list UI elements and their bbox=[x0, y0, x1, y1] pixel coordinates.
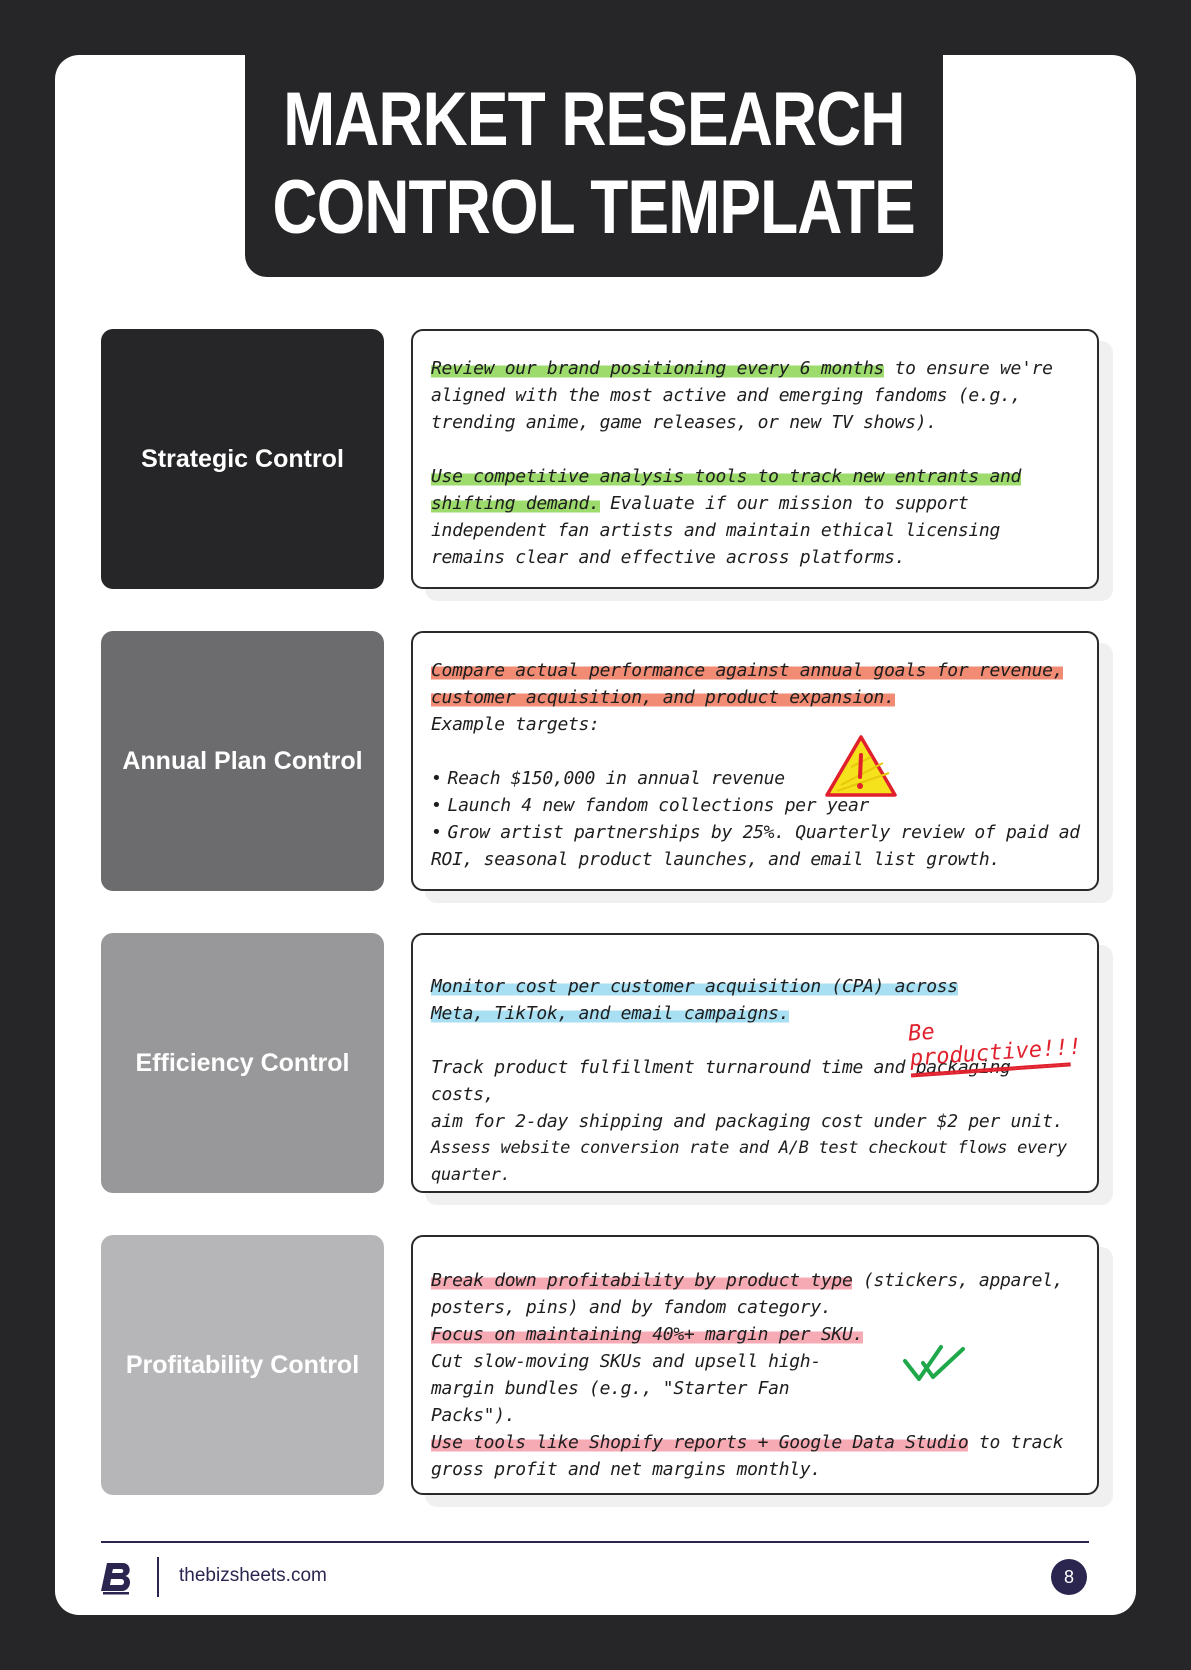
annual-plan-control-row bbox=[101, 631, 1101, 893]
annual-intro: Example targets: bbox=[431, 714, 600, 735]
annual-plan-control-card bbox=[411, 631, 1099, 891]
annual-plan-control-label: Annual Plan Control bbox=[101, 631, 384, 891]
profitability-line-3: Cut slow-moving SKUs and upsell high-margin bundles (e.g., "Starter Fan Packs"). bbox=[431, 1351, 821, 1426]
footer-url: thebizsheets.com bbox=[179, 1565, 327, 1586]
profitability-control-label: Profitability Control bbox=[101, 1235, 384, 1495]
profitability-text-4: to track gross profit and net margins monthly. bbox=[431, 1432, 1064, 1480]
annual-highlight: Compare actual performance against annual goals for revenue, customer acquisition, and product expansion. bbox=[431, 660, 1064, 708]
profitability-line-4 bbox=[431, 1429, 1081, 1483]
strategic-control-card bbox=[411, 329, 1099, 589]
profitability-highlight-3: Use tools like Shopify reports + Google Data Studio bbox=[431, 1432, 969, 1453]
strategic-paragraph-1 bbox=[431, 355, 1081, 436]
title-line-1: MARKET RESEARCH bbox=[283, 77, 905, 162]
strategic-highlight-1: Review our brand positioning every 6 months bbox=[431, 358, 885, 379]
profitability-text-1: (stickers, apparel, posters, pins) and by fandom category. bbox=[431, 1270, 1064, 1318]
profitability-highlight-1: Break down profitability by product type bbox=[431, 1270, 853, 1291]
be-productive-text: Be productive!!! bbox=[907, 1019, 1083, 1072]
annual-target-list bbox=[431, 765, 1081, 873]
efficiency-highlight: Monitor cost per customer acquisition (CPA) across Meta, TikTok, and email campaigns. bbox=[431, 976, 958, 1024]
list-item: • Grow artist partnerships by 25%. Quarterly review of paid ad ROI, seasonal product launches, and email list growth. bbox=[431, 819, 1081, 873]
warning-icon bbox=[823, 733, 899, 801]
profitability-line-2 bbox=[431, 1321, 1081, 1348]
profitability-control-card bbox=[411, 1235, 1099, 1495]
title-banner bbox=[245, 51, 943, 277]
page-number: 8 bbox=[1051, 1559, 1087, 1595]
strategic-control-label: Strategic Control bbox=[101, 329, 384, 589]
profitability-control-row bbox=[101, 1235, 1101, 1497]
efficiency-control-row bbox=[101, 933, 1101, 1195]
efficiency-line-3: Assess website conversion rate and A/B test checkout flows every quarter. bbox=[431, 1138, 1067, 1185]
strategic-text-1: to ensure we're aligned with the most active and emerging fandoms (e.g., trending anime, game releases, or new TV shows). bbox=[431, 358, 1053, 433]
profitability-line-1 bbox=[431, 1267, 1081, 1321]
strategic-paragraph-2 bbox=[431, 463, 1081, 571]
title-line-2: CONTROL TEMPLATE bbox=[272, 165, 916, 250]
efficiency-line-1: Track product fulfillment turnaround time and packaging costs, bbox=[431, 1057, 1011, 1105]
strategic-control-row bbox=[101, 329, 1101, 591]
strategic-highlight-2: Use competitive analysis tools to track new entrants and shifting demand. bbox=[431, 466, 1022, 514]
check-icon bbox=[901, 1341, 967, 1385]
strategic-text-2: Evaluate if our mission to support independent fan artists and maintain ethical licensing remains clear and effective across platforms. bbox=[431, 493, 1000, 568]
list-item: • Reach $150,000 in annual revenue bbox=[431, 765, 1081, 792]
footer-separator bbox=[157, 1557, 159, 1597]
efficiency-control-card bbox=[411, 933, 1099, 1193]
efficiency-line-2: aim for 2-day shipping and packaging cost under $2 per unit. bbox=[431, 1111, 1064, 1132]
page bbox=[55, 55, 1136, 1615]
list-item: • Launch 4 new fandom collections per year bbox=[431, 792, 1081, 819]
efficiency-highlight-paragraph bbox=[431, 973, 991, 1027]
profitability-highlight-2: Focus on maintaining 40%+ margin per SKU. bbox=[431, 1324, 864, 1345]
footer-divider bbox=[101, 1541, 1089, 1543]
efficiency-control-label: Efficiency Control bbox=[101, 933, 384, 1193]
bizsheets-logo-icon bbox=[101, 1559, 135, 1595]
annual-highlight-paragraph bbox=[431, 657, 1081, 711]
